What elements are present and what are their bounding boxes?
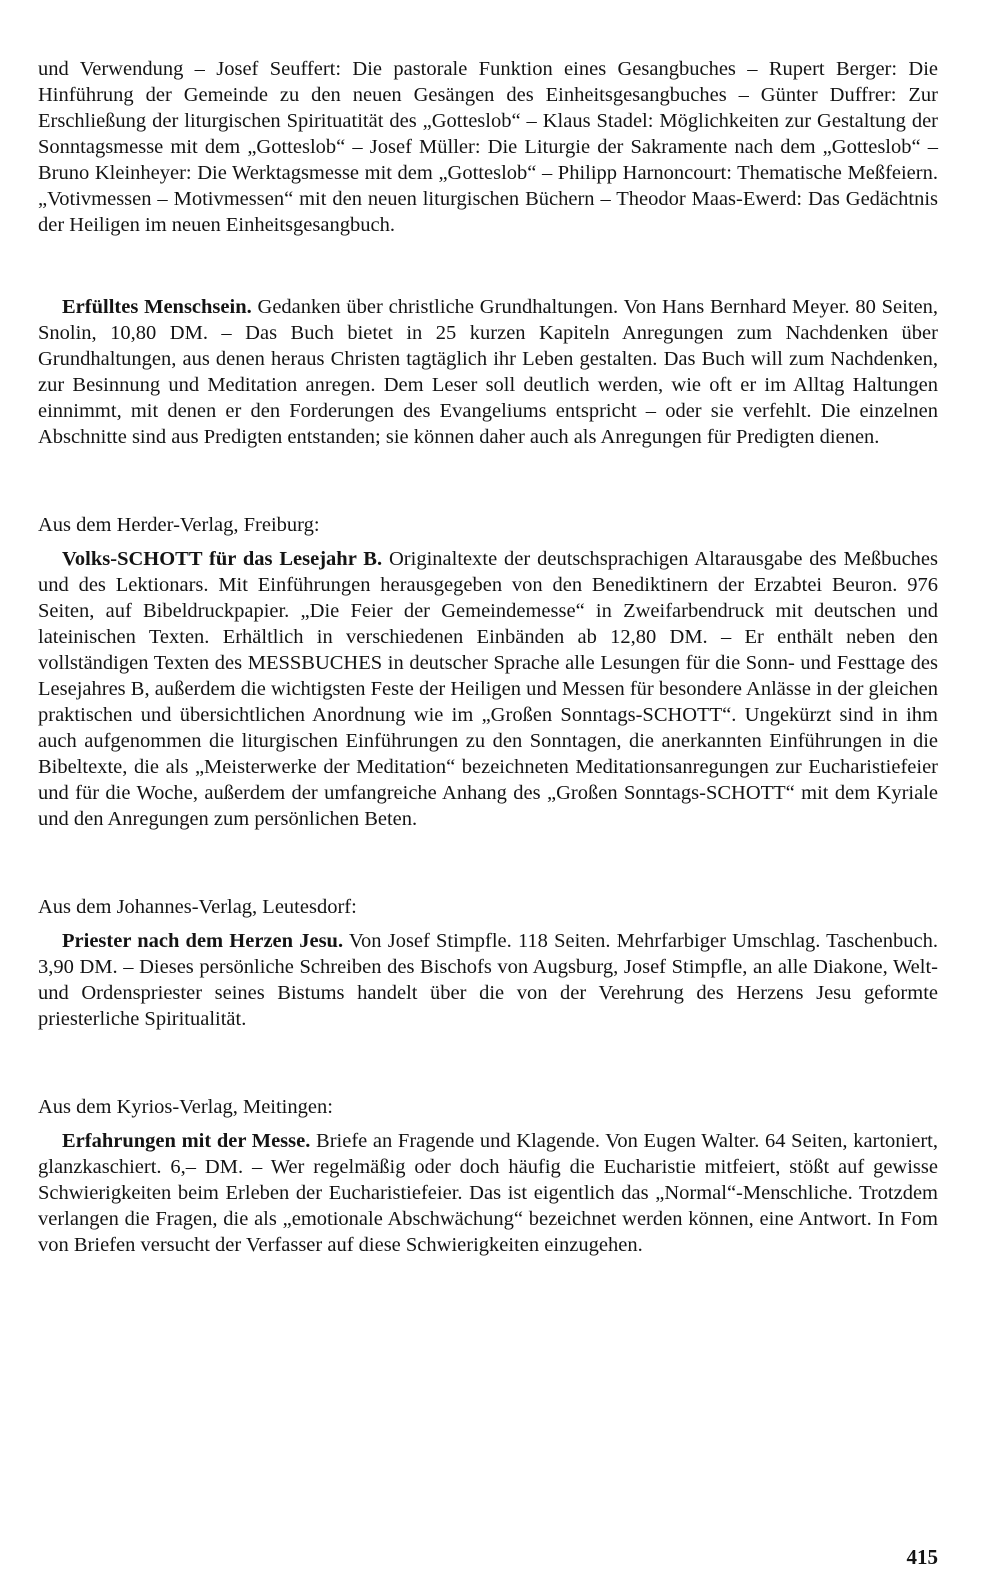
- book-entry-erfahrungen: [38, 1128, 938, 1258]
- book-entry-volks-schott: [38, 546, 938, 832]
- book-title: Erfahrungen mit der Messe.: [62, 1130, 311, 1152]
- book-description: Gedanken über christliche Grundhaltungen. Von Hans Bernhard Meyer. 80 Seiten, Snolin, 10,80 DM. – Das Buch bietet in 25 kurzen Kapiteln Anregungen zum Nachdenken über Grundhaltungen, aus denen heraus Christen tagtäglich ihr Leben gestalten. Das Buch will zum Nachdenken, zur Besinnung und Meditation anregen. Dem Leser soll deutlich werden, wie oft er im Alltag Haltungen einnimmt, mit denen er den Forderungen des Evangeliums entspricht – oder sie verfehlt. Die einzelnen Abschnitte sind aus Predigten entstanden; sie können daher auch als Anregungen für Predigten dienen.: [38, 296, 938, 448]
- intro-paragraph: und Verwendung – Josef Seuffert: Die pastorale Funktion eines Gesangbuches – Rupert Berger: Die Hinführung der Gemeinde zu den neuen Gesängen des Einheitsgesangbuches – Günter Duffrer: Zur Erschließung der liturgischen Spirituatität des „Gotteslob“ – Klaus Stadel: Möglichkeiten zur Gestaltung der Sonntagsmesse mit dem „Gotteslob“ – Josef Müller: Die Liturgie der Sakramente nach dem „Gotteslob“ – Bruno Kleinheyer: Die Werktagsmesse mit dem „Gotteslob“ – Philipp Harnoncourt: Thematische Meßfeiern. „Votivmessen – Motivmessen“ mit den neuen liturgischen Büchern – Theodor Maas-Ewerd: Das Gedächtnis der Heiligen im neuen Einheitsgesangbuch.: [38, 58, 938, 236]
- book-title: Erfülltes Menschsein.: [62, 296, 252, 318]
- publisher-heading-herder: Aus dem Herder-Verlag, Freiburg:: [38, 514, 320, 536]
- page-content: [38, 56, 938, 1258]
- book-entry-erfuelltes-menschsein: [38, 294, 938, 450]
- book-description: Briefe an Fragende und Klagende. Von Eugen Walter. 64 Seiten, kartoniert, glanzkaschiert. 6,– DM. – Wer regelmäßig oder doch häufig die Eucharistie mitfeiert, stößt auf gewisse Schwierigkeiten beim Erleben der Eucharistiefeier. Das ist eigentlich das „Normal“-Menschliche. Trotzdem verlangen die Fragen, die als „emotionale Abschwächung“ bezeichnet werden können, eine Antwort. In Fom von Briefen versucht der Verfasser auf diese Schwierigkeiten einzugehen.: [38, 1130, 939, 1256]
- publisher-heading-johannes: Aus dem Johannes-Verlag, Leutesdorf:: [38, 896, 357, 918]
- publisher-heading-kyrios: Aus dem Kyrios-Verlag, Meitingen:: [38, 1096, 333, 1118]
- book-entry-priester: [38, 928, 938, 1032]
- book-description: Von Josef Stimpfle. 118 Seiten. Mehrfarbiger Umschlag. Taschenbuch. 3,90 DM. – Dieses persönliche Schreiben des Bischofs von Augsburg, Josef Stimpfle, an alle Diakone, Welt- und Ordenspriester seines Bistums handelt über die von der Verehrung des Herzens Jesu geformte priesterliche Spiritualität.: [38, 930, 938, 1030]
- book-title: Priester nach dem Herzen Jesu.: [62, 930, 344, 952]
- book-title: Volks-SCHOTT für das Lesejahr B.: [62, 548, 383, 570]
- page-number: 415: [906, 1545, 938, 1569]
- book-description: Originaltexte der deutschsprachigen Altarausgabe des Meßbuches und des Lektionars. Mit Einführungen herausgegeben von den Benediktinern der Erzabtei Beuron. 976 Seiten, auf Bibeldruckpapier. „Die Feier der Gemeindemesse“ in Zweifarbendruck mit deutschen und lateinischen Texten. Erhältlich in verschiedenen Einbänden ab 12,80 DM. – Er enthält neben den vollständigen Texten des MESSBUCHES in deutscher Sprache alle Lesungen für die Sonn- und Festtage des Lesejahres B, außerdem die wichtigsten Feste der Heiligen und Messen für besondere Anlässe in der gleichen praktischen und übersichtlichen Anordnung wie im „Großen Sonntags-SCHOTT“. Ungekürzt sind in ihm auch aufgenommen die liturgischen Einführungen zu den Sonntagen, die anerkannten Einführungen in die Bibeltexte, die als „Meisterwerke der Meditation“ bezeichneten Meditationsanregungen zur Eucharistiefeier und für die Woche, außerdem der umfangreiche Anhang des „Großen Sonntags-SCHOTT“ mit dem Kyriale und den Anregungen zum persönlichen Beten.: [38, 548, 939, 830]
